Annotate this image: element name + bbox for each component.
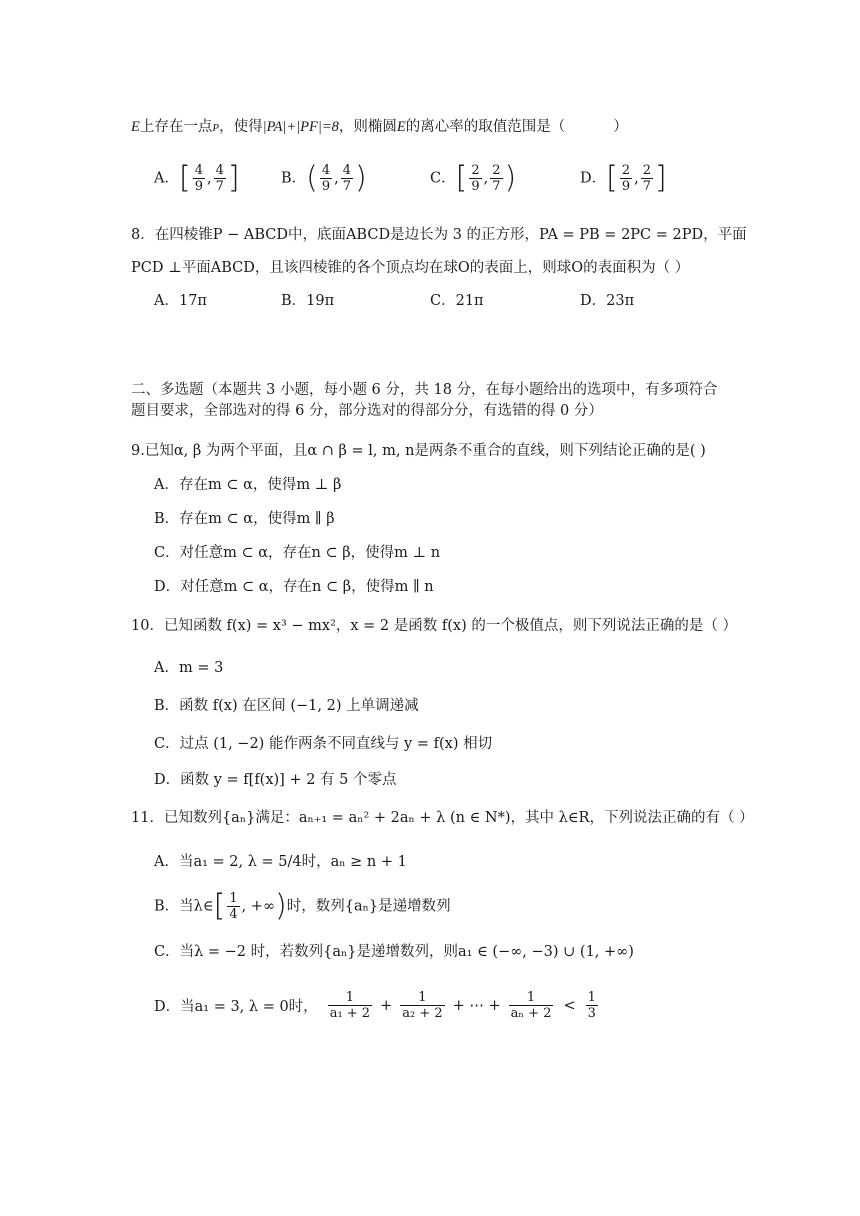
option-label: B． xyxy=(281,170,307,187)
q7-paren-close: ） xyxy=(613,119,628,135)
bracket: [ xyxy=(455,160,468,196)
denominator: a₂ + 2 xyxy=(402,1006,443,1021)
q10-option-c: C．过点 (1, −2) 能作两条不同直线与 y = f(x) 相切 xyxy=(154,736,493,752)
point-p: P xyxy=(212,122,220,134)
option-d-text: D．当a₁ = 3, λ = 0时， xyxy=(154,999,318,1015)
fraction xyxy=(227,891,239,922)
numerator: 1 xyxy=(526,990,536,1005)
numerator: 4 xyxy=(215,163,224,178)
option-label: A． xyxy=(154,170,179,187)
q7-option-b: B．( $\frac{4}{9}$ , $\frac{4}{7}$ ) xyxy=(281,160,367,196)
numerator: 2 xyxy=(642,163,652,178)
q7-option-a: A．[ $\frac{4}{9}$ , $\frac{4}{7}$ ] xyxy=(154,160,240,196)
denominator: aₙ + 2 xyxy=(510,1006,552,1021)
numerator: 1 xyxy=(229,891,238,906)
numerator: 1 xyxy=(345,990,355,1005)
numerator: 2 xyxy=(492,163,501,178)
q9-option-b: B．存在m ⊂ α，使得m ∥ β xyxy=(154,511,335,527)
option-b-text: 时，数列{aₙ}是递增数列 xyxy=(286,898,451,915)
numerator: 4 xyxy=(194,163,203,178)
q7-option-c: C．[ $\frac{2}{9}$ , $\frac{2}{7}$ ) xyxy=(430,160,517,196)
fraction xyxy=(193,163,205,194)
q8-option-d: D．23π xyxy=(580,293,635,309)
q10-option-b: B．函数 f(x) 在区间 (−1, 2) 上单调递减 xyxy=(154,698,419,714)
fraction xyxy=(509,990,554,1021)
section2-heading-line2: 题目要求，全部选对的得 6 分，部分选对的得部分分，有选错的得 0 分） xyxy=(131,403,603,419)
q11-option-a: A．当a₁ = 2, λ = 5/4时，aₙ ≥ n + 1 xyxy=(154,854,407,870)
numerator: 1 xyxy=(587,990,596,1005)
bracket-right: ) xyxy=(275,888,287,924)
q9-stem: 9.已知α, β 为两个平面，且α ∩ β = l, m, n是两条不重合的直线，则下列结论正确的是( ) xyxy=(131,443,706,459)
q7-expression: |PA|+|PF|=8 xyxy=(262,119,339,135)
numerator: 2 xyxy=(471,163,480,178)
q9-option-a: A．存在m ⊂ α，使得m ⊥ β xyxy=(154,477,342,493)
fraction xyxy=(641,163,653,194)
denominator: 9 xyxy=(321,179,331,194)
q8-stem-line2: PCD ⊥平面ABCD，且该四棱锥的各个顶点均在球O的表面上，则球O的表面积为（ ） xyxy=(131,260,690,276)
q7-text: 上存在一点 xyxy=(139,119,213,135)
q8-stem-line1: 8．在四棱锥P − ABCD中，底面ABCD是边长为 3 的正方形，PA = PB = 2PC = 2PD，平面 xyxy=(131,227,747,243)
numerator: 4 xyxy=(321,163,331,178)
bracket: ] xyxy=(227,160,240,196)
numerator: 1 xyxy=(418,990,427,1005)
bracket: [ xyxy=(606,160,618,196)
q8-option-b: B．19π xyxy=(281,293,335,309)
q9-option-d: D．对任意m ⊂ α，存在n ⊂ β，使得m ∥ n xyxy=(154,579,434,595)
denominator: 4 xyxy=(229,907,238,922)
plus-sign: + xyxy=(380,997,393,1014)
less-than-sign: < xyxy=(563,997,576,1014)
q7-text: ，使得 xyxy=(219,119,263,135)
denominator: 7 xyxy=(642,179,652,194)
denominator: 7 xyxy=(342,179,352,194)
q11-stem: 11．已知数列{aₙ}满足：aₙ₊₁ = aₙ² + 2aₙ + λ (n ∈ N*)，其中 λ∈R，下列说法正确的有（ ） xyxy=(131,810,754,826)
bracket: ) xyxy=(355,160,367,196)
option-label: D． xyxy=(580,170,607,187)
ellipse-e: E xyxy=(131,119,140,135)
fraction xyxy=(400,990,444,1021)
denominator: 7 xyxy=(215,179,224,194)
numerator: 4 xyxy=(342,163,352,178)
fraction xyxy=(328,990,372,1021)
option-b-infinity: , +∞ xyxy=(241,898,276,915)
option-b-text: B．当λ∈ xyxy=(154,898,214,915)
q8-option-c: C．21π xyxy=(430,293,484,309)
bracket: ( xyxy=(306,160,318,196)
fraction xyxy=(469,163,481,194)
q10-stem: 10．已知函数 f(x) = x³ − mx²，x = 2 是函数 f(x) 的一个极值点，则下列说法正确的是（ ） xyxy=(131,618,737,634)
q9-option-c: C．对任意m ⊂ α，存在n ⊂ β，使得m ⊥ n xyxy=(154,545,441,561)
fraction xyxy=(214,163,226,194)
fraction xyxy=(586,990,598,1021)
denominator: 7 xyxy=(492,179,501,194)
bracket: [ xyxy=(178,160,191,196)
fraction xyxy=(490,163,502,194)
bracket: ] xyxy=(655,160,667,196)
denominator: 9 xyxy=(621,179,631,194)
numerator: 2 xyxy=(621,163,631,178)
q10-option-d: D．函数 y = f[f(x)] + 2 有 5 个零点 xyxy=(154,772,397,788)
q8-option-a: A．17π xyxy=(154,293,207,309)
bracket-left: [ xyxy=(213,888,226,924)
denominator: 9 xyxy=(194,179,203,194)
q11-option-c: C．当λ = −2 时，若数列{aₙ}是递增数列，则a₁ ∈ (−∞, −3) ∪ (1, +∞) xyxy=(154,944,634,960)
q10-option-a: A．m = 3 xyxy=(154,660,224,676)
q7-option-d: D．[ $\frac{2}{9}$ , $\frac{2}{7}$ ] xyxy=(580,160,667,196)
q11-option-b xyxy=(154,888,451,924)
fraction xyxy=(341,163,353,194)
ellipsis-sum: + ⋯ + xyxy=(452,997,501,1014)
ellipse-e: E xyxy=(396,119,406,135)
denominator: 9 xyxy=(471,179,480,194)
q7-text: 的离心率的取值范围是（ xyxy=(405,119,566,135)
section2-heading-line1: 二、多选题（本题共 3 小题，每小题 6 分，共 18 分，在每小题给出的选项中，有多项符合 xyxy=(131,382,718,398)
denominator: a₁ + 2 xyxy=(329,1006,371,1021)
fraction xyxy=(320,163,332,194)
bracket: ) xyxy=(504,160,517,196)
q7-stem-tail xyxy=(131,116,628,139)
fraction xyxy=(620,163,632,194)
q7-text: ，则椭圆 xyxy=(338,119,397,135)
q11-option-d xyxy=(154,990,600,1021)
option-label: C． xyxy=(430,170,456,187)
denominator: 3 xyxy=(587,1006,596,1021)
